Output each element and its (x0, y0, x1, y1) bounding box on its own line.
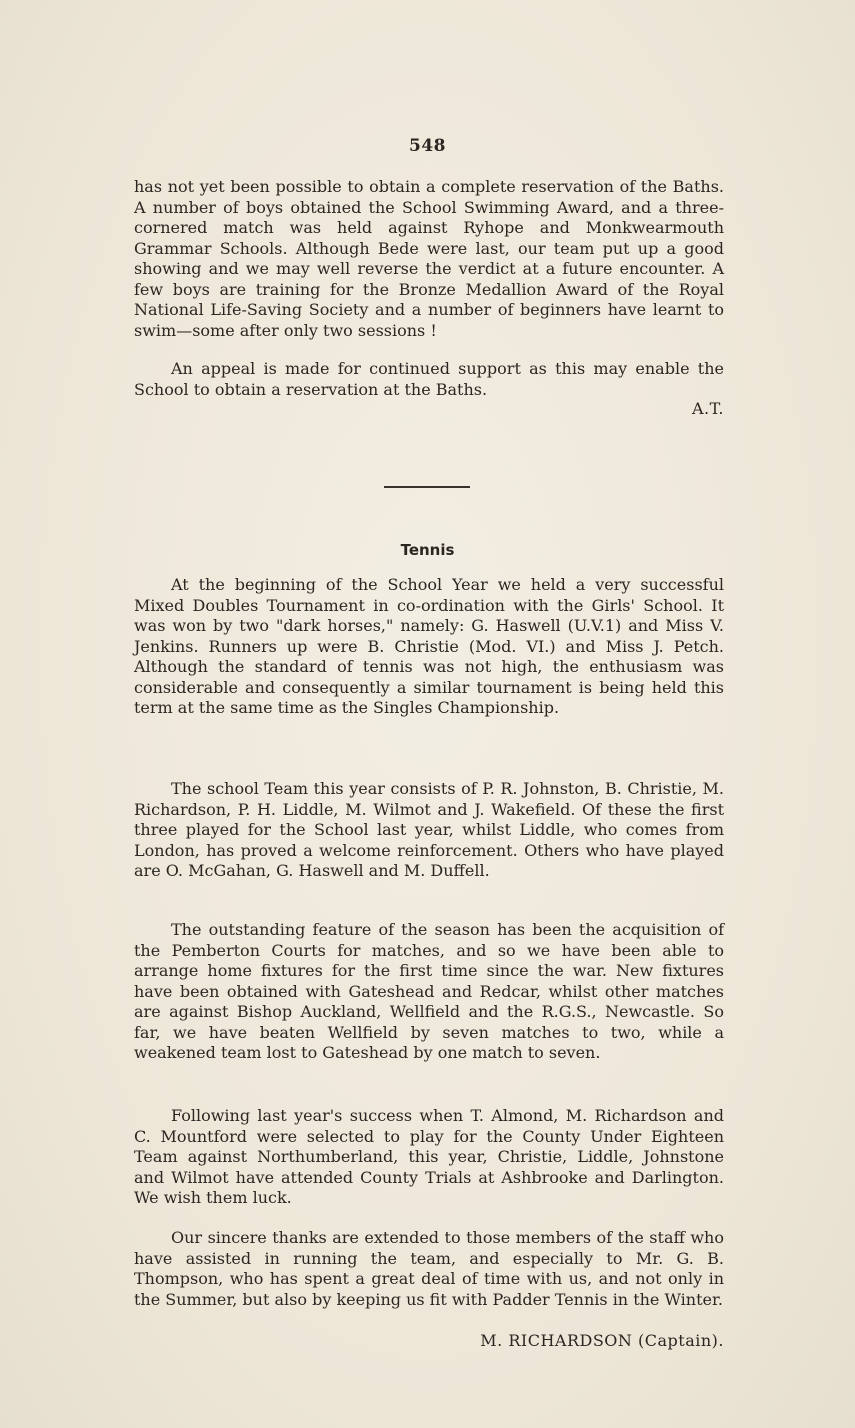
tennis-paragraph-1-block (134, 575, 724, 719)
tennis-paragraph-2-block (134, 779, 724, 882)
swimming-signature: A.T. (691, 399, 724, 418)
tennis-paragraph-1: At the beginning of the School Year we held a very successful Mixed Doubles Tournament in co-ordination with the Girls' School. It was won by two "dark horses," namely: G. Haswell (U.V.1) and Miss V. Jenkins. Runners up were B. Christie (Mod. VI.) and Miss J. Petch. Although the standard of tennis was not high, the enthusiasm was considerable and consequently a similar tournament is being held this term at the same time as the Singles Championship. (134, 575, 724, 717)
tennis-paragraph-4-block (134, 1106, 724, 1209)
swimming-paragraph-2-block (134, 359, 724, 400)
tennis-paragraph-4: Following last year's success when T. Almond, M. Richardson and C. Mountford were selected to play for the County Under Eighteen Team against Northumberland, this year, Christie, Liddle, Johnstone and Wilmot have attended County Trials at Ashbrooke and Darlington. We wish them luck. (134, 1106, 724, 1207)
tennis-paragraph-5-block (134, 1228, 724, 1310)
tennis-signature: M. RICHARDSON (Captain). (480, 1331, 724, 1350)
swimming-paragraph-2: An appeal is made for continued support as this may enable the School to obtain a reservation at the Baths. (134, 359, 724, 399)
tennis-paragraph-3: The outstanding feature of the season has been the acquisition of the Pemberton Courts for matches, and so we have been able to arrange home fixtures for the first time since the war. New fixtures have been obtained with Gateshead and Redcar, whilst other matches are against Bishop Auckland, Wellfield and the R.G.S., Newcastle. So far, we have beaten Wellfield by seven matches to two, while a weakened team lost to Gateshead by one match to seven. (134, 920, 724, 1062)
swimming-signature-block (134, 399, 724, 418)
tennis-heading: Tennis (400, 541, 455, 559)
page-number: 548 (409, 136, 446, 156)
tennis-paragraph-5: Our sincere thanks are extended to those members of the staff who have assisted in running the team, and especially to Mr. G. B. Thompson, who has spent a great deal of time with us, and not only in the Summer, but also by keeping us fit with Padder Tennis in the Winter. (134, 1228, 724, 1309)
section-divider (384, 486, 470, 488)
tennis-signature-block (134, 1331, 724, 1350)
tennis-paragraph-2: The school Team this year consists of P. R. Johnston, B. Christie, M. Richardson, P. H. Liddle, M. Wilmot and J. Wakefield. Of these the first three played for the School last year, whilst Liddle, who comes from London, has proved a welcome reinforcement. Others who have played are O. McGahan, G. Haswell and M. Duffell. (134, 779, 724, 880)
swimming-paragraph-1: has not yet been possible to obtain a complete reservation of the Baths. A number of boys obtained the School Swimming Award, and a three-cornered match was held against Ryhope and Monkwearmouth Grammar Schools. Although Bede were last, our team put up a good showing and we may well reverse the verdict at a future encounter. A few boys are training for the Bronze Medallion Award of the Royal National Life-Saving Society and a number of beginners have learnt to swim—some after only two sessions ! (134, 177, 724, 340)
tennis-paragraph-3-block (134, 920, 724, 1064)
swimming-paragraph-1-block (134, 177, 724, 341)
